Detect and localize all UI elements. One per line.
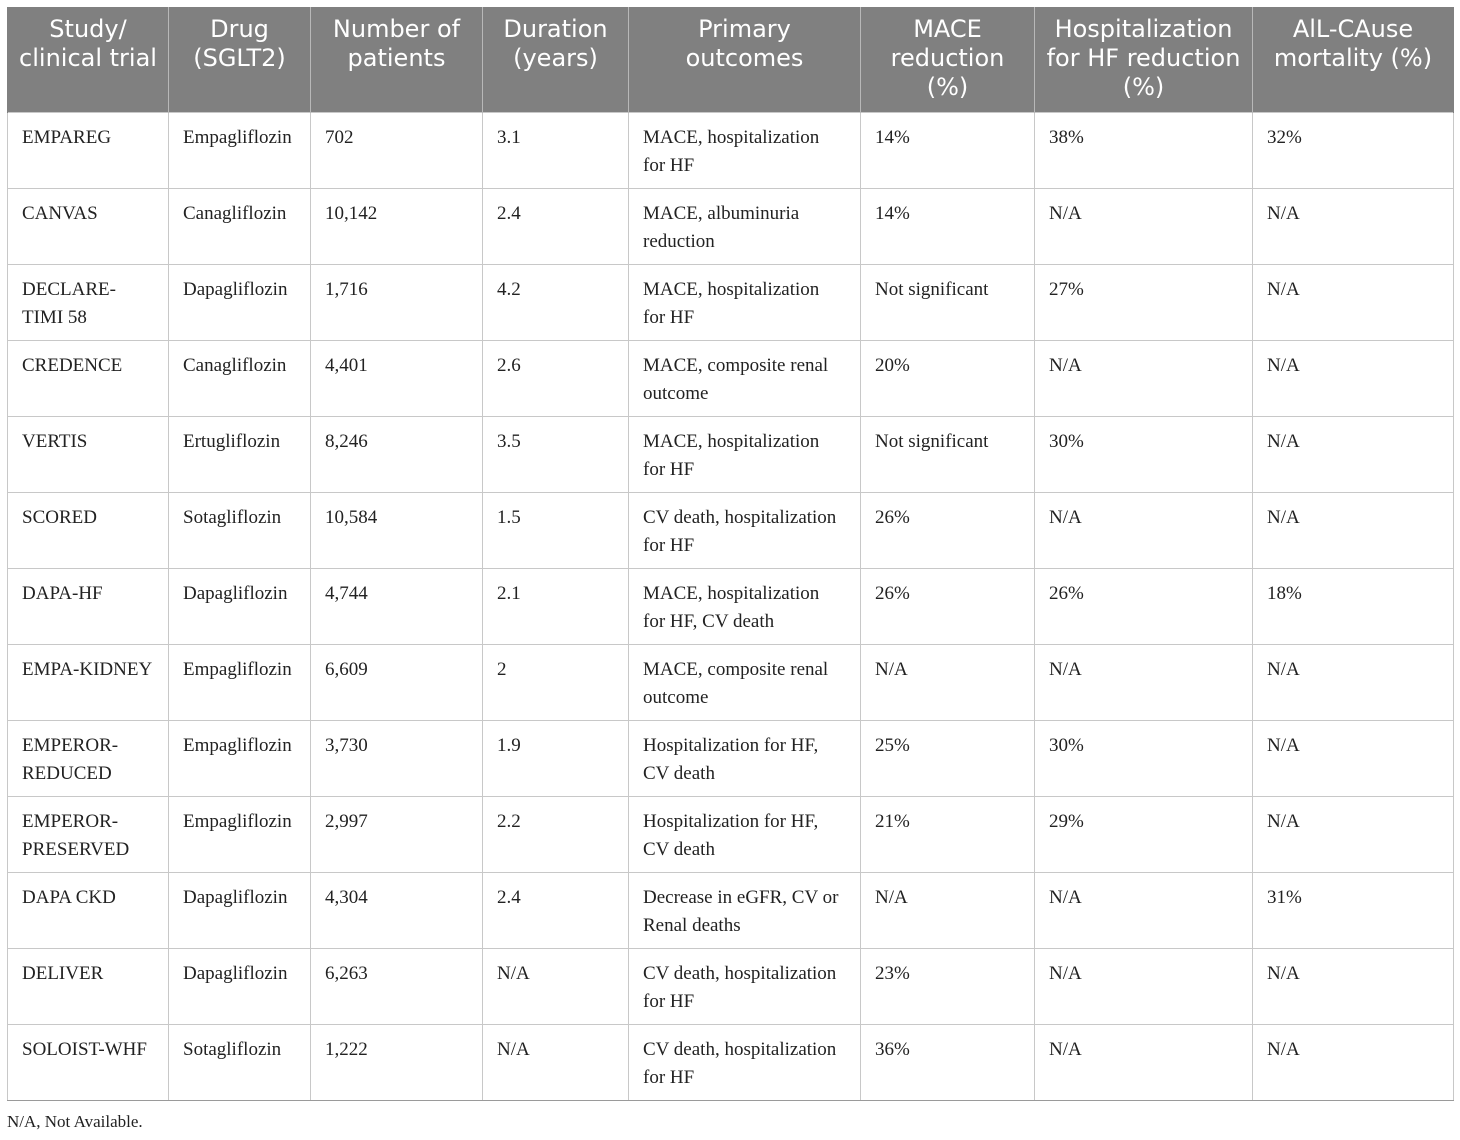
cell-study: EMPA-KIDNEY: [8, 645, 169, 721]
table-row: [8, 873, 1454, 949]
cell-mortality: N/A: [1253, 949, 1454, 1025]
cell-patients: 1,716: [311, 265, 483, 341]
cell-mace: 26%: [861, 569, 1035, 645]
trials-table-container: [7, 7, 1453, 1101]
cell-drug: Canagliflozin: [169, 189, 311, 265]
cell-hf: 27%: [1035, 265, 1253, 341]
cell-duration: 2.6: [483, 341, 629, 417]
cell-outcomes: CV death, hospitalization for HF: [629, 1025, 861, 1101]
cell-mortality: 18%: [1253, 569, 1454, 645]
cell-study: DELIVER: [8, 949, 169, 1025]
header-study: Study/ clinical trial: [8, 7, 169, 113]
header-patients: Number of patients: [311, 7, 483, 113]
cell-mortality: N/A: [1253, 1025, 1454, 1101]
cell-outcomes: Decrease in eGFR, CV or Renal deaths: [629, 873, 861, 949]
header-hf: Hospitalization for HF reduction (%): [1035, 7, 1253, 113]
table-row: [8, 721, 1454, 797]
table-footnote: N/A, Not Available.: [7, 1112, 143, 1131]
cell-hf: 30%: [1035, 721, 1253, 797]
cell-study: EMPAREG: [8, 113, 169, 189]
cell-drug: Dapagliflozin: [169, 873, 311, 949]
cell-mace: 36%: [861, 1025, 1035, 1101]
cell-outcomes: Hospitalization for HF, CV death: [629, 797, 861, 873]
cell-patients: 4,744: [311, 569, 483, 645]
header-duration: Duration (years): [483, 7, 629, 113]
cell-hf: N/A: [1035, 873, 1253, 949]
cell-mortality: N/A: [1253, 645, 1454, 721]
cell-duration: 4.2: [483, 265, 629, 341]
cell-patients: 10,142: [311, 189, 483, 265]
cell-study: CREDENCE: [8, 341, 169, 417]
cell-duration: 2.1: [483, 569, 629, 645]
header-row: [8, 7, 1454, 113]
cell-hf: N/A: [1035, 1025, 1253, 1101]
cell-drug: Empagliflozin: [169, 797, 311, 873]
cell-duration: 3.1: [483, 113, 629, 189]
cell-patients: 2,997: [311, 797, 483, 873]
cell-mortality: N/A: [1253, 341, 1454, 417]
cell-duration: 1.5: [483, 493, 629, 569]
header-outcomes: Primary outcomes: [629, 7, 861, 113]
cell-duration: 2.2: [483, 797, 629, 873]
cell-patients: 6,263: [311, 949, 483, 1025]
cell-duration: 1.9: [483, 721, 629, 797]
cell-hf: 38%: [1035, 113, 1253, 189]
cell-drug: Empagliflozin: [169, 721, 311, 797]
cell-outcomes: CV death, hospitalization for HF: [629, 949, 861, 1025]
cell-mortality: N/A: [1253, 189, 1454, 265]
cell-mace: 14%: [861, 113, 1035, 189]
cell-patients: 8,246: [311, 417, 483, 493]
cell-outcomes: MACE, albuminuria reduction: [629, 189, 861, 265]
cell-mace: 23%: [861, 949, 1035, 1025]
header-drug: Drug (SGLT2): [169, 7, 311, 113]
cell-duration: N/A: [483, 1025, 629, 1101]
cell-hf: N/A: [1035, 189, 1253, 265]
cell-drug: Empagliflozin: [169, 645, 311, 721]
table-row: [8, 645, 1454, 721]
header-mortality: AlL-CAuse mortality (%): [1253, 7, 1454, 113]
cell-hf: 30%: [1035, 417, 1253, 493]
cell-hf: 29%: [1035, 797, 1253, 873]
cell-hf: 26%: [1035, 569, 1253, 645]
cell-hf: N/A: [1035, 493, 1253, 569]
table-row: [8, 113, 1454, 189]
cell-mortality: N/A: [1253, 417, 1454, 493]
cell-patients: 4,304: [311, 873, 483, 949]
cell-drug: Dapagliflozin: [169, 569, 311, 645]
cell-duration: 3.5: [483, 417, 629, 493]
cell-mace: 20%: [861, 341, 1035, 417]
cell-outcomes: MACE, hospitalization for HF: [629, 265, 861, 341]
table-row: [8, 493, 1454, 569]
cell-mortality: N/A: [1253, 797, 1454, 873]
cell-outcomes: CV death, hospitalization for HF: [629, 493, 861, 569]
cell-study: VERTIS: [8, 417, 169, 493]
cell-mace: 25%: [861, 721, 1035, 797]
cell-mortality: N/A: [1253, 493, 1454, 569]
table-row: [8, 949, 1454, 1025]
cell-mace: 14%: [861, 189, 1035, 265]
cell-study: DAPA-HF: [8, 569, 169, 645]
table-row: [8, 341, 1454, 417]
table-row: [8, 797, 1454, 873]
cell-drug: Dapagliflozin: [169, 949, 311, 1025]
cell-study: SOLOIST-WHF: [8, 1025, 169, 1101]
cell-study: EMPEROR-PRESERVED: [8, 797, 169, 873]
cell-hf: N/A: [1035, 645, 1253, 721]
cell-mace: 21%: [861, 797, 1035, 873]
sglt2-trials-table: [7, 7, 1454, 1101]
cell-mace: N/A: [861, 873, 1035, 949]
cell-drug: Empagliflozin: [169, 113, 311, 189]
cell-mace: N/A: [861, 645, 1035, 721]
cell-outcomes: MACE, hospitalization for HF: [629, 417, 861, 493]
cell-drug: Dapagliflozin: [169, 265, 311, 341]
cell-mortality: N/A: [1253, 721, 1454, 797]
cell-drug: Ertugliflozin: [169, 417, 311, 493]
cell-outcomes: MACE, hospitalization for HF: [629, 113, 861, 189]
cell-study: EMPEROR-REDUCED: [8, 721, 169, 797]
cell-study: SCORED: [8, 493, 169, 569]
table-row: [8, 189, 1454, 265]
cell-duration: 2.4: [483, 189, 629, 265]
header-mace: MACE reduction (%): [861, 7, 1035, 113]
cell-mortality: N/A: [1253, 265, 1454, 341]
cell-patients: 10,584: [311, 493, 483, 569]
table-body: [8, 113, 1454, 1101]
cell-outcomes: MACE, composite renal outcome: [629, 341, 861, 417]
cell-patients: 4,401: [311, 341, 483, 417]
cell-mortality: 31%: [1253, 873, 1454, 949]
cell-patients: 6,609: [311, 645, 483, 721]
table-row: [8, 1025, 1454, 1101]
cell-duration: N/A: [483, 949, 629, 1025]
cell-study: CANVAS: [8, 189, 169, 265]
table-row: [8, 569, 1454, 645]
cell-mace: Not significant: [861, 417, 1035, 493]
cell-outcomes: MACE, hospitalization for HF, CV death: [629, 569, 861, 645]
cell-mace: Not significant: [861, 265, 1035, 341]
cell-drug: Sotagliflozin: [169, 1025, 311, 1101]
cell-patients: 702: [311, 113, 483, 189]
table-row: [8, 265, 1454, 341]
cell-duration: 2.4: [483, 873, 629, 949]
cell-patients: 3,730: [311, 721, 483, 797]
cell-hf: N/A: [1035, 341, 1253, 417]
cell-drug: Sotagliflozin: [169, 493, 311, 569]
cell-outcomes: Hospitalization for HF, CV death: [629, 721, 861, 797]
cell-mace: 26%: [861, 493, 1035, 569]
cell-patients: 1,222: [311, 1025, 483, 1101]
cell-outcomes: MACE, composite renal outcome: [629, 645, 861, 721]
cell-hf: N/A: [1035, 949, 1253, 1025]
table-row: [8, 417, 1454, 493]
cell-drug: Canagliflozin: [169, 341, 311, 417]
cell-duration: 2: [483, 645, 629, 721]
cell-study: DAPA CKD: [8, 873, 169, 949]
cell-study: DECLARE-TIMI 58: [8, 265, 169, 341]
cell-mortality: 32%: [1253, 113, 1454, 189]
